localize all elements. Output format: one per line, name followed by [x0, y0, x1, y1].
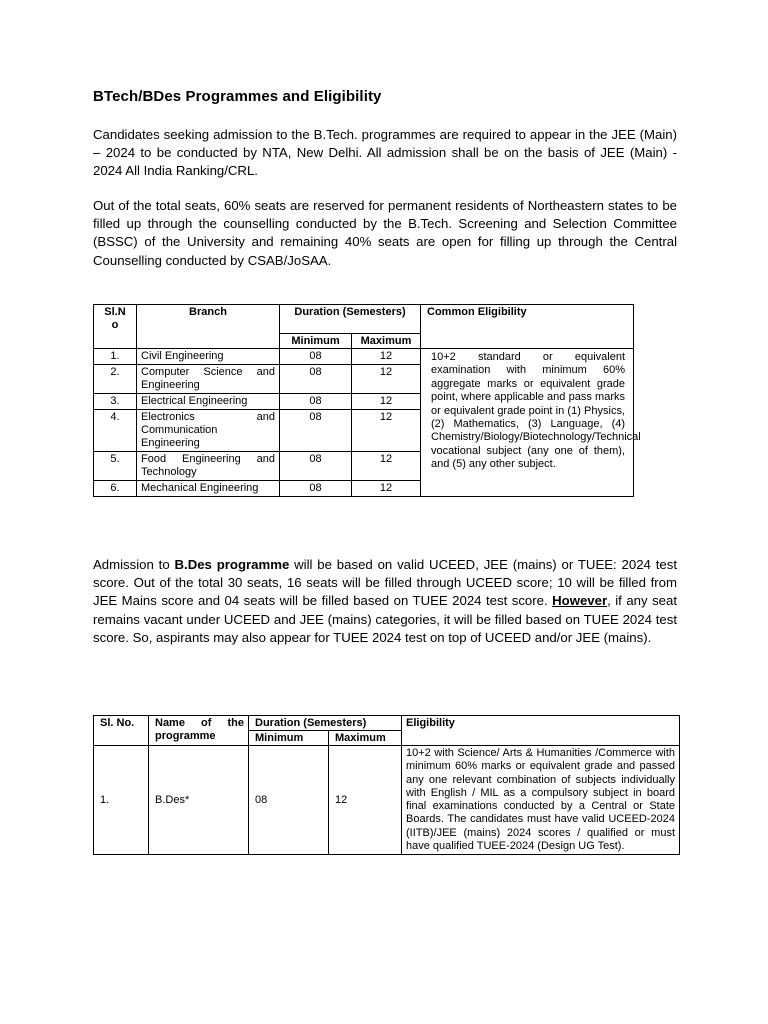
btech-programmes-table [93, 304, 641, 497]
row-max: 12 [352, 481, 421, 497]
para-lead: Admission to [93, 557, 175, 572]
bdes-admission-paragraph [93, 556, 677, 647]
however-emphasis: However [552, 593, 608, 609]
row-branch: Electrical Engineering [137, 394, 280, 410]
row-sl: 6. [94, 481, 137, 497]
duration-header: Duration (Semesters) [280, 305, 421, 334]
row-sl: 5. [94, 452, 137, 481]
branch-header: Branch [137, 305, 280, 349]
maximum-header: Maximum [329, 731, 402, 746]
row-min: 08 [280, 394, 352, 410]
eligibility-header: Eligibility [402, 716, 680, 746]
row-min: 08 [280, 452, 352, 481]
row-branch: Computer Science and Engineering [137, 365, 280, 394]
row-min: 08 [249, 746, 329, 855]
eligibility-header: Common Eligibility [421, 305, 634, 349]
row-sl: 4. [94, 410, 137, 452]
slno-header: Sl. No. [94, 716, 149, 746]
duration-header: Duration (Semesters) [249, 716, 402, 731]
row-min: 08 [280, 410, 352, 452]
row-branch: Mechanical Engineering [137, 481, 280, 497]
slno-header: Sl.No [94, 305, 137, 349]
para-mid: will be based on valid UCEED, JEE (mains) or TUEE: 2024 test score. Out of the total 30 seats, 16 seats will be filled through UCEED score; 10 will be filled from JEE Mains score and 04 seats will be filled based on TUEE 2024 test score. [93, 557, 677, 609]
row-sl: 3. [94, 394, 137, 410]
table-row [94, 746, 680, 855]
row-max: 12 [352, 394, 421, 410]
row-max: 12 [352, 452, 421, 481]
para-tail: , if any seat remains vacant under UCEED and JEE (mains) categories, it will be filled based on TUEE 2024 test score. So, aspirants may also appear for TUEE 2024 test on top of UCEED and/or JEE (mains). [93, 593, 677, 645]
row-max: 12 [352, 349, 421, 365]
row-min: 08 [280, 349, 352, 365]
btech-admission-paragraph: Candidates seeking admission to the B.Tech. programmes are required to appear in the JEE (Main) – 2024 to be conducted by NTA, New Delhi. All admission shall be on the basis of JEE (Main) - 2024 All India Ranking/CRL. [93, 127, 677, 179]
minimum-header: Minimum [280, 334, 352, 349]
row-sl: 1. [94, 746, 149, 855]
row-min: 08 [280, 365, 352, 394]
bdes-programme-emphasis: B.Des programme [174, 557, 290, 572]
maximum-header: Maximum [352, 334, 421, 349]
table-header-row [94, 305, 634, 334]
row-branch: Civil Engineering [137, 349, 280, 365]
programme-name-header: Name of the programme [149, 716, 249, 746]
row-programme-name: B.Des* [149, 746, 249, 855]
row-min: 08 [280, 481, 352, 497]
bdes-eligibility-cell: 10+2 with Science/ Arts & Humanities /Commerce with minimum 60% marks or equivalent grade and passed any one relevant combination of subjects individually with English / MIL as a compulsory subject in board final examinations conducted by a Central or State Boards. The candidates must have valid UCEED-2024 (IITB)/JEE (mains) 2024 scores / qualified or must have qualified TUEE-2024 (Design UG Test). [402, 746, 680, 855]
bdes-programme-table [93, 715, 680, 855]
seat-reservation-paragraph: Out of the total seats, 60% seats are reserved for permanent residents of Northeastern states to be filled up through the counselling conducted by the B.Tech. Screening and Selection Committee (BSSC) of the University and remaining 40% seats are open for filling up through the Central Counselling conducted by CSAB/JoSAA. [93, 198, 677, 268]
table-row [94, 349, 634, 365]
row-max: 12 [352, 410, 421, 452]
minimum-header: Minimum [249, 731, 329, 746]
page-title: BTech/BDes Programmes and Eligibility [93, 88, 382, 105]
common-eligibility-cell: 10+2 standard or equivalent examination with minimum 60% aggregate marks or equivalent grade point, where applicable and pass marks or equivalent grade point in (1) Physics, (2) Mathematics, (3) Language, (4) Chemistry/Biology/Biotechnology/Technical vocational subject (any one of them), and (5) any other subject. [421, 349, 634, 497]
row-sl: 2. [94, 365, 137, 394]
row-branch: Electronics and Communication Engineering [137, 410, 280, 452]
row-max: 12 [329, 746, 402, 855]
table-header-row [94, 716, 680, 731]
row-max: 12 [352, 365, 421, 394]
row-sl: 1. [94, 349, 137, 365]
row-branch: Food Engineering and Technology [137, 452, 280, 481]
